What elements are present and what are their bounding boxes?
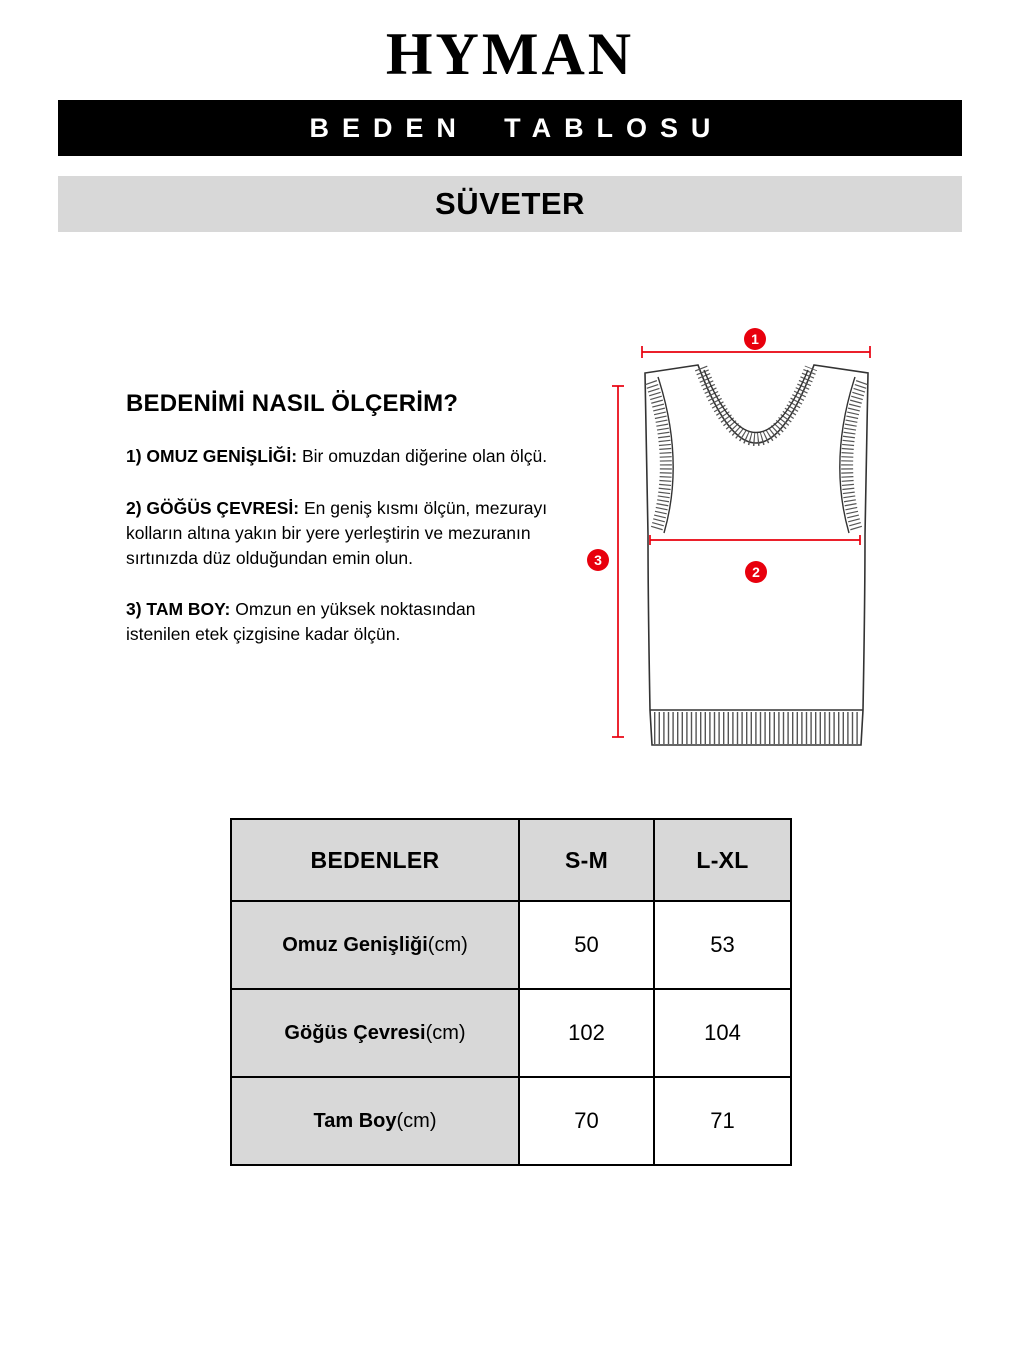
- row-label-length: [231, 1077, 519, 1165]
- value-shoulder-sm: 50: [519, 901, 654, 989]
- value-chest-lxl: 104: [654, 989, 791, 1077]
- vest-diagram: [580, 325, 900, 765]
- howto-item-label: 1) OMUZ GENİŞLİĞİ:: [126, 446, 298, 466]
- section-title: BEDEN TABLOSU: [309, 112, 724, 143]
- vest-drawing: [580, 325, 900, 765]
- vest-body: [645, 365, 868, 745]
- howto-title: BEDENİMİ NASIL ÖLÇERİM?: [126, 390, 459, 417]
- table-header-row: [231, 819, 791, 901]
- marker-shoulder-1: 1: [744, 328, 766, 350]
- howto-item-text: Bir omuzdan diğerine olan ölçü.: [297, 446, 548, 466]
- value-length-sm: 70: [519, 1077, 654, 1165]
- section-title-bar: [58, 100, 962, 156]
- value-length-lxl: 71: [654, 1077, 791, 1165]
- table-header-sm: S-M: [519, 819, 654, 901]
- table-header-lxl: L-XL: [654, 819, 791, 901]
- brand-logo: HYMAN: [385, 21, 635, 87]
- product-title-bar: [58, 176, 962, 232]
- value-chest-sm: 102: [519, 989, 654, 1077]
- row-label-text: Omuz Genişliği: [282, 933, 428, 956]
- table-row-length: [231, 1077, 791, 1165]
- howto-item-label: 2) GÖĞÜS ÇEVRESİ:: [126, 497, 300, 518]
- vest-outline: [645, 365, 868, 745]
- marker-chest-2: 2: [745, 561, 767, 583]
- howto-item-text: Omzun en yüksek noktasından istenilen etek çizgisine kadar ölçün.: [126, 599, 476, 645]
- row-label-text: Göğüs Çevresi: [284, 1021, 426, 1044]
- measure-instructions: [126, 390, 600, 674]
- table-header-bedenler: BEDENLER: [231, 819, 519, 901]
- row-label-unit: (cm): [427, 933, 468, 956]
- size-table: [230, 818, 792, 1166]
- product-title: SÜVETER: [435, 186, 585, 221]
- marker-length-3: 3: [587, 549, 609, 571]
- howto-item-text: En geniş kısmı ölçün, mezurayı kolların altına yakın bir yere yerleştirin ve mezuranın sırtınızda düz olduğundan emin olun.: [126, 497, 548, 568]
- table-row-shoulder: [231, 901, 791, 989]
- howto-item-length: [126, 597, 536, 647]
- howto-item-chest: [126, 496, 600, 571]
- howto-item-label: 3) TAM BOY:: [126, 599, 231, 620]
- howto-item-shoulder: [126, 444, 600, 469]
- row-label-chest: [231, 989, 519, 1077]
- row-label-shoulder: [231, 901, 519, 989]
- row-label-unit: (cm): [425, 1021, 466, 1044]
- table-row-chest: [231, 989, 791, 1077]
- row-label-unit: (cm): [396, 1109, 437, 1132]
- value-shoulder-lxl: 53: [654, 901, 791, 989]
- row-label-text: Tam Boy: [313, 1109, 397, 1132]
